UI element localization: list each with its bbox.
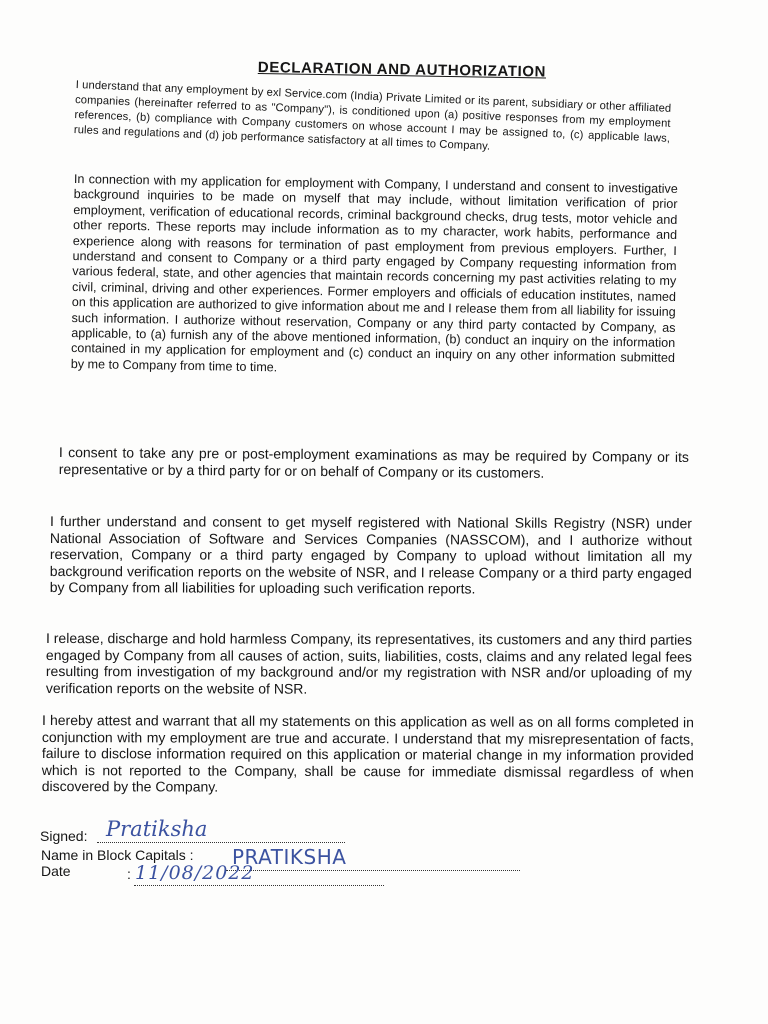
handwritten-signature: Pratiksha xyxy=(106,817,208,841)
signed-dotted-line xyxy=(97,842,345,843)
name-label: Name in Block Capitals : xyxy=(41,847,194,863)
handwritten-date: 11/08/2022 xyxy=(135,862,255,884)
handwritten-name: PRATIKSHA xyxy=(232,845,347,869)
signed-label: Signed: xyxy=(40,828,88,844)
paragraph-employment-conditions: I understand that any employment by exl Service.com (India) Private Limited or its parent, subsidiary or other affiliated companies (hereinafter referred to as "Company"), is conditioned upon (a) positive responses from my employment references, (b) compliance with Company customers on whose account I may be assigned to, (c) applicable laws, rules and regulations and (d) job performance satisfactory at all times to Company. xyxy=(73,78,672,153)
date-dotted-line xyxy=(134,885,384,886)
name-dotted-line xyxy=(226,870,520,871)
paragraph-liability-release: I release, discharge and hold harmless Company, its representatives, its customers and any third parties engaged by Company from all causes of action, suits, liabilities, costs, claims and any related legal fees resulting from investigation of my background and/or my registration with NSR and/or uploading of my verification reports on the website of NSR. xyxy=(45,630,692,697)
document-title: DECLARATION AND AUTHORIZATION xyxy=(257,59,547,81)
paragraph-medical-examination-consent: I consent to take any pre or post-employment examinations as may be required by Company or its representative or by a third party for or on behalf of Company or its customers. xyxy=(58,444,689,481)
date-colon: : xyxy=(127,866,131,882)
date-label: Date xyxy=(41,863,71,879)
paragraph-attestation: I hereby attest and warrant that all my statements on this application as well as on all forms completed in conjunction with my employment are true and accurate. I understand that my misrepresentation of facts, failure to disclose information required on this application or material change in my information provided which is not reported to the Company, shall be cause for immediate dismissal regardless of when discovered by the Company. xyxy=(41,712,694,795)
paragraph-background-investigation: In connection with my application for employment with Company, I understand and consent to investigative background inquiries to be made on myself that may include, without limitation verification of prior employment, verification of educational records, criminal background checks, drug tests, motor vehicle and other reports. These reports may include information as to my character, work habits, performance and experience along with reasons for termination of past employment from previous employers. Further, I understand and consent to Company or a third party engaged by Company requesting information from various federal, state, and other agencies that maintain records concerning my past activities relating to my civil, criminal, driving and other experiences. Former employers and officials of education institutes, named on this application are authorized to give information about me and I release them from all liability for issuing such information. I authorize without reservation, Company or any third party contacted by Company, as applicable, to (a) furnish any of the above mentioned information, (b) conduct an inquiry on the information contained in my application for employment and (c) conduct an inquiry on any other information submitted by me to Company from time to time. xyxy=(70,172,678,375)
paragraph-nsr-registration-consent: I further understand and consent to get myself registered with National Skills Registry (NSR) under National Association of Software and Services Companies (NASSCOM), and I authorize without reservation, Company or a third party engaged by Company to upload without limitation all my background verification reports on the website of NSR, and I release Company or a third party engaged by Company from all liabilities for uploading such verification reports. xyxy=(49,513,692,597)
